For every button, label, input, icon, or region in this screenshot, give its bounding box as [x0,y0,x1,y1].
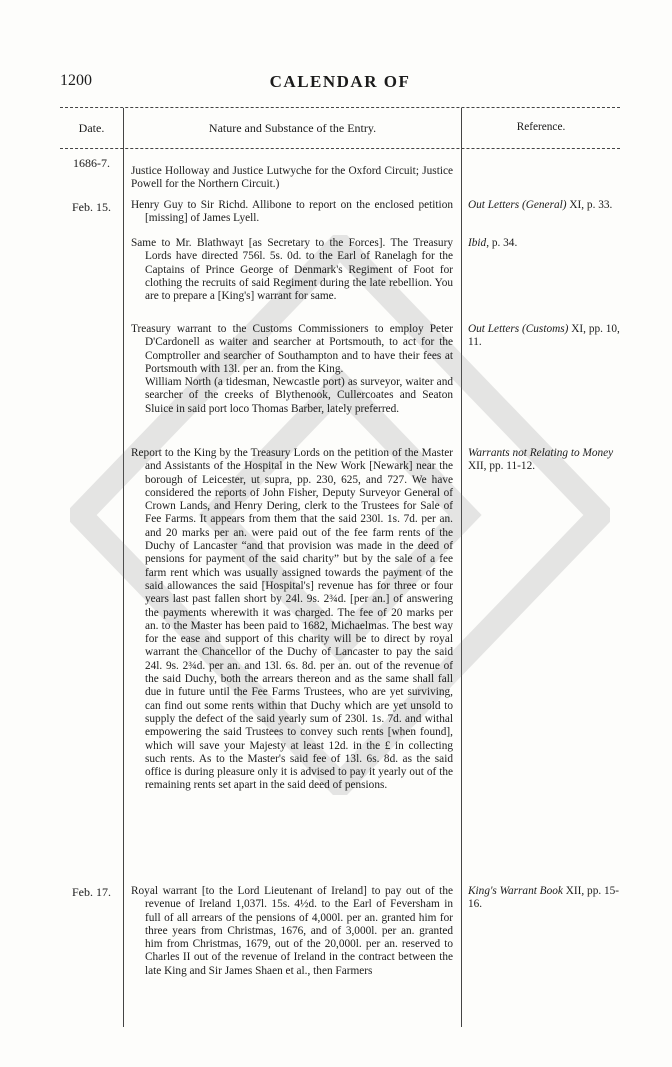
page-header [60,72,620,94]
reference-pages: XII, pp. 11-12. [468,460,536,473]
entry-reference [468,323,622,350]
reference-title: King's Warrant Book [468,885,563,897]
reference-pages: , p. 34. [486,237,518,249]
entry-text: Royal warrant [to the Lord Lieutenant of Ireland] to pay out of the revenue of Ireland 1,037l. 15s. 4½d. to the Earl of Feversham in full of all arrears of the pensions of 4,000l. per an. granted him for three years from Christmas, 1676, and of 3,000l. per an. granted him from Christmas, 1679, out of the 20,000l. per an. reserved to Charles II out of the revenue of Ireland in the contract between the late King and Sir James Shaen et al., then Farmers [131,885,453,977]
column-header-date: Date. [78,121,105,135]
column-divider-left [123,108,124,1027]
reference-pages: XI, p. 33. [566,199,613,211]
entry-text: Report to the King by the Treasury Lords on the petition of the Master and Assistants of the Hospital in the New Work [Newark] near the borough of Leicester, ut supra, pp. 230, 625, and 727. We have considered the reports of John Fisher, Deputy Surveyor General of Crown Lands, and Henry Dering, clerk to the Trustees for Sale of Fee Farms. It appears from them that the said 230l. 1s. 7d. per an. and 20 marks per an. were paid out of the fee farm rents of the Duchy of Lancaster “and that provision was made in the deed of pensions for payment of the said charity” but by the sale of a fee farm rent which was usually assigned towards the payment of the said allowances the said [Hospital's] revenue has for three or four years last past fallen short by 24l. 9s. 2¾d. [per an.] of answering the payments wherewith it was charged. The fee of 20 marks per an. to the Master has been paid to 1682, Michaelmas. The best way for the ease and support of this charity will be to direct by royal warrant the Chancellor of the Duchy of Lancaster to pay the said 24l. 9s. 2¾d. per an. and 13l. 6s. 8d. per an. out of the revenue of the said Duchy, both the arrears thereon and as the same shall fall due in future until the Fee Farms Trustees, who are yet surviving, can find out some rents within that Duchy which are yet unsold to supply the defect of the said yearly sum of 230l. 1s. 7d. and withal empowering the said Trustees to convey such rents [when found], which will save your Majesty at least 12d. in the £ in collecting such rents. As to the Master's said fee of 13l. 6s. 8d. as the said office is during pleasure only it is advised to pay it yearly out of the remaining rents set apart in the said deed of pensions. [131,447,453,792]
column-header-reference: Reference. [516,121,566,133]
reference-title: Warrants not Relating to Money [468,447,614,459]
reference-title: Out Letters (General) [468,199,567,211]
entry-text: Treasury warrant to the Customs Commissioners to employ Peter D'Cardonell as waiter and searcher at Portsmouth, to act for the Comptroller and searcher of Southampton and to have their fees at Portsmouth with 13l. per an. from the King. [131,323,453,375]
entry-reference [468,447,622,474]
header-rule-top [60,107,620,108]
year-label: 1686-7. [73,156,110,170]
column-header-nature: Nature and Substance of the Entry. [208,121,377,135]
entry-reference [468,237,622,250]
reference-title: Ibid [468,237,487,249]
entry-text: Same to Mr. Blathwayt [as Secretary to the Forces]. The Treasury Lords have directed 756l. 5s. 0d. to the Earl of Ranelagh for the Captains of Prince George of Denmark's Regiment of Foot for clothing the recruits of said Regiment during the late rebellion. You are to prepare a [King's] warrant for same. [131,237,453,303]
entry-1 [131,199,453,226]
reference-pages: XI, pp. 10, 11. [468,323,620,349]
reference-title: Out Letters (Customs) [468,323,569,335]
entry-reference [468,199,622,212]
entry-5 [131,885,453,978]
entry-date: Feb. 17. [72,885,111,899]
page-title: CALENDAR OF [269,72,411,91]
reference-pages: XII, pp. 15-16. [468,885,620,911]
entry-text-continued: William North (a tidesman, Newcastle port) as surveyor, waiter and searcher of the creeks of Blythenook, Cullercoates and Seaton Sluice in said port loco Thomas Barber, lately preferred. [145,376,453,415]
entry-4 [131,447,453,793]
entry-text: Henry Guy to Sir Richd. Allibone to report on the enclosed petition [missing] of James Lyell. [131,199,453,225]
header-rule-bottom [60,148,620,149]
entry-text: Justice Holloway and Justice Lutwyche for the Oxford Circuit; Justice Powell for the Northern Circuit.) [131,165,453,191]
entry-reference [468,885,622,912]
entry-0 [131,165,453,192]
entry-3 [131,323,453,416]
entry-date: Feb. 15. [72,200,111,214]
entry-2 [131,237,453,303]
page-number: 1200 [60,72,92,89]
column-divider-right [461,108,462,1027]
